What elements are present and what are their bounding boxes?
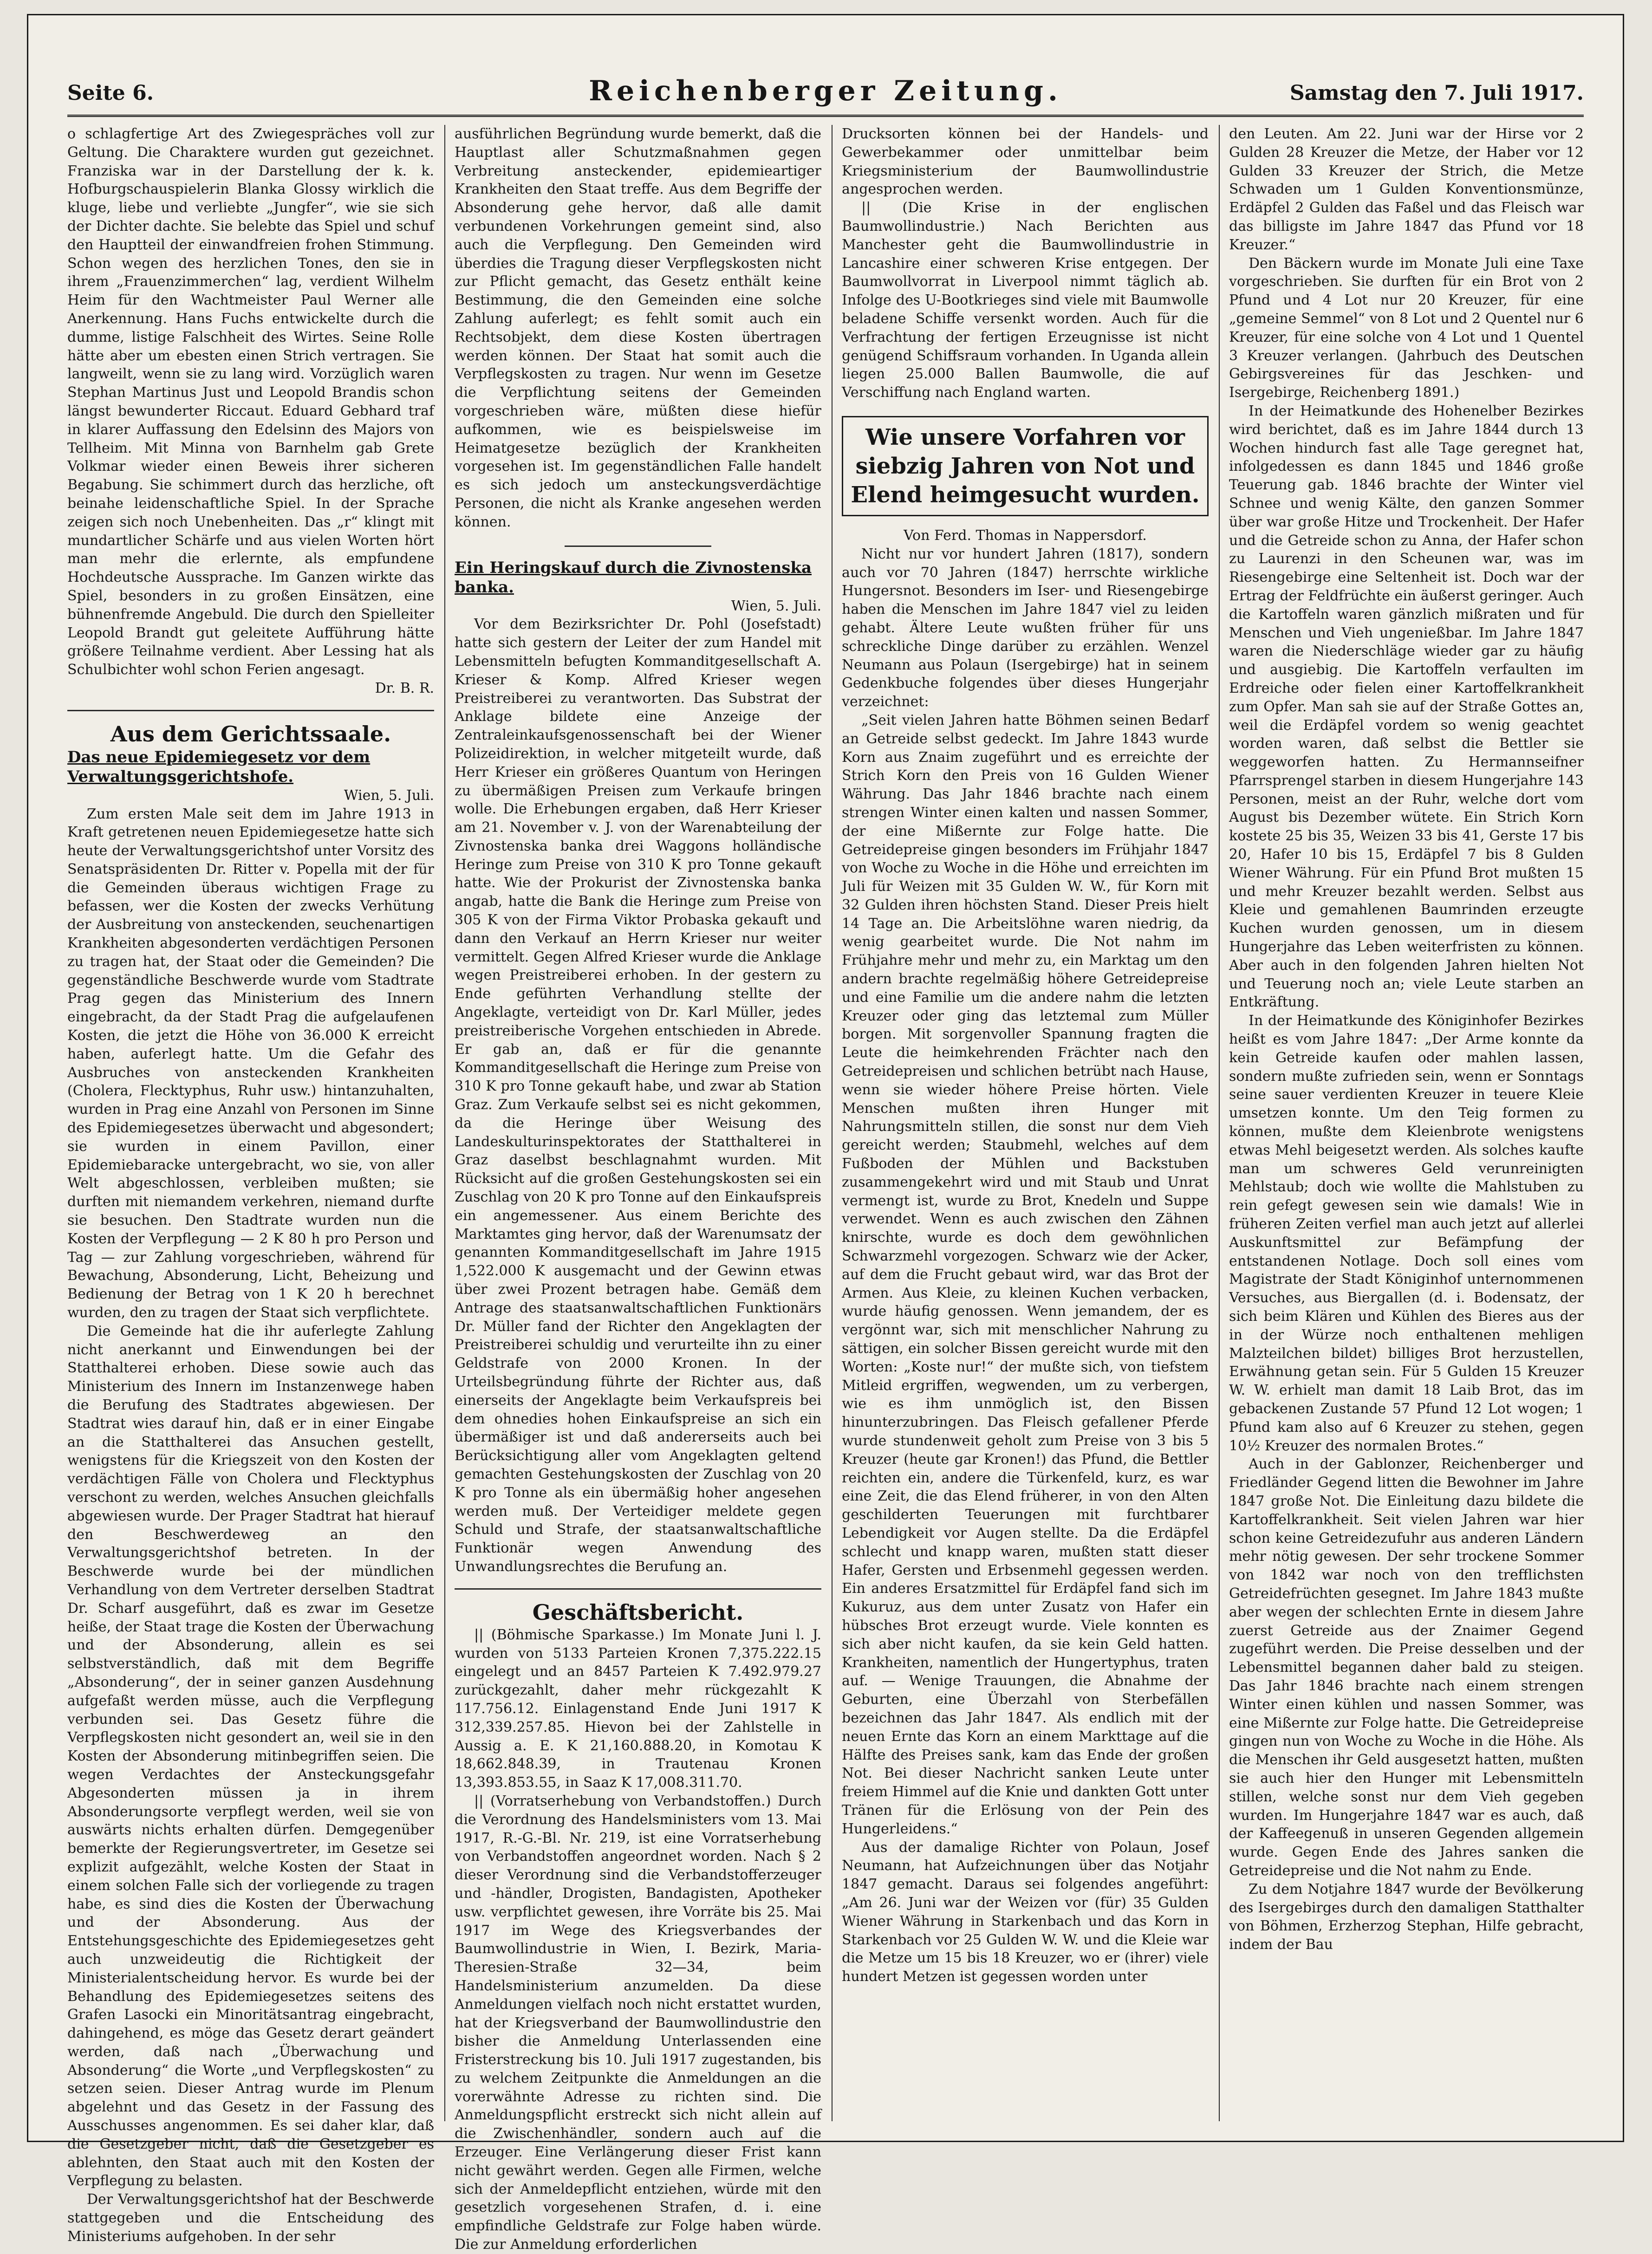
article-paragraph: || (Vorratserhebung von Verbandstoffen.) Durch die Verordnung des Handelsministers vom 13. Mai 1917, R.-G.-Bl. Nr. 219, ist eine Vorratserhebung von Verbandstoffen angeordnet worden. Nach § 2 dieser Verordnung sind die Verbandstofferzeuger und -händler, Drogisten, Bandagisten, Apotheker usw. verpflichtet gewesen, ihre Vorräte bis 25. Mai 1917 im Wege des Kriegsverbandes der Baumwollindustrie in Wien, I. Bezirk, Maria-Theresien-Straße 32—34, beim Handelsministerium anzumelden. Da diese Anmeldungen vielfach noch nicht erstattet wurden, hat der Kriegsverband der Baumwollindustrie den bisher die Anmeldung Unterlassenden eine Fristerstreckung bis 10. Juli 1917 zugestanden, bis zu welchem Zeitpunkte die Anmeldungen an die vorerwähnte Adresse zu richten sind. Die Anmeldungspflicht erstreckt sich nicht allein auf die Zwischenhändler, sondern auch auf die Erzeuger. Eine Verlängerung dieser Frist kann nicht gewährt werden. Gegen alle Firmen, welche sich der Anmeldepflicht entziehen, würde mit den gesetzlich vorgesehenen Strafen, d. i. eine empfindliche Geldstrafe zur Folge haben würde. Die zur Anmeldung erforderlichen (455, 1793, 821, 2253)
newspaper-title: Reichenberger Zeitung. (589, 75, 1062, 107)
article-dateline: Wien, 5. Juli. (731, 598, 821, 614)
column-rule (832, 125, 833, 2121)
article-heading-herring: Ein Heringskauf durch die Zivnostenska banka. (455, 558, 812, 597)
article-paragraph: Drucksorten können bei der Handels- und Gewerbekammer oder unmittelbar beim Kriegsministerium der Baumwollindustrie angesprochen werden. (842, 126, 1209, 198)
column-rule (444, 125, 445, 2121)
feature-author: Von Ferd. Thomas in Nappersdorf. (904, 527, 1147, 544)
article-heading-epidemic-law: Das neue Epidemiegesetz vor dem Verwaltungsgerichtshofe. (67, 747, 371, 786)
issue-date: Samstag den 7. Juli 1917. (1289, 81, 1584, 105)
column-2 (455, 125, 821, 2253)
feature-headline-box (842, 416, 1209, 516)
column-3 (842, 125, 1209, 2121)
article-paragraph: Vor dem Bezirksrichter Dr. Pohl (Josefstadt) hatte sich gestern der Leiter der zum Handel mit Lebensmitteln befugten Kommanditgesellschaft A. Krieser & Komp. Alfred Krieser wegen Preistreiberei zu verantworten. Das Substrat der Anklage bildete eine Anzeige der Zentraleinkaufsgenossenschaft bei der Wiener Polizeidirektion, in welcher mitgeteilt wurde, daß Herr Krieser ein größeres Quantum von Heringen zu übermäßigen Preisen zum Verkaufe bringen wolle. Die Erhebungen ergaben, daß Herr Krieser am 21. November v. J. von der Warenabteilung der Zivnostenska banka drei Waggons holländische Heringe zum Preise von 310 K pro Tonne gekauft hatte. Wie der Prokurist der Zivnostenska banka angab, hatte die Bank die Heringe zum Preise von 305 K von der Firma Viktor Probaska gekauft und dann den Verkauf an Herrn Krieser nur weiter vermittelt. Gegen Alfred Krieser wurde die Anklage wegen Preistreiberei erhoben. In der gestern zu Ende geführten Verhandlung stellte der Angeklagte, verteidigt von Dr. Karl Müller, jedes preistreiberische Vorgehen entschieden in Abrede. Er gab an, daß er für die genannte Kommanditgesellschaft die Heringe zum Preise von 310 K pro Tonne gekauft habe, und zwar ab Station Graz. Zum Verkaufe selbst sei es nicht gekommen, da die Heringe über Weisung des Landeskulturinspektorates der Statthalterei in Graz daselbst beschlagnahmt wurden. Mit Rücksicht auf die großen Gestehungskosten sei ein Zuschlag von 20 K pro Tonne auf den Einkaufspreis ein angemessener. Aus einem Berichte des Marktamtes ging hervor, daß der Warenumsatz der genannten Kommanditgesellschaft im Jahre 1915 1,522.000 K ausgemacht und der Gewinn etwas über zwei Prozent betragen habe. Gemäß dem Antrage des staatsanwaltschaftlichen Funktionärs Dr. Müller fand der Richter den Angeklagten der Preistreiberei schuldig und verurteilte ihn zu einer Geldstrafe von 2000 Kronen. In der Urteilsbegründung führte der Richter aus, daß einerseits der Angeklagte beim Verkaufspreis bei dem ohnedies hohen Einkaufspreise an sich ein übermäßiger ist und daß andererseits auch bei Berücksichtigung aller vom Angeklagten geltend gemachten Gestehungskosten der Zuschlag von 20 K pro Tonne als ein übermäßig hoher angesehen werden muß. Der Verteidiger meldete gegen Schuld und Strafe, der staatsanwaltschaftliche Funktionär wegen Anwendung des Unwandlungsrechtes die Berufung an. (455, 616, 821, 1575)
article-paragraph: „Seit vielen Jahren hatte Böhmen seinen Bedarf an Getreide selbst gedeckt. Im Jahre 1843 wurde Korn aus Znaim zugeführt und es erreichte der Strich Korn den Preis von 16 Gulden Wiener Währung. Das Jahr 1846 brachte nach einem strengen Winter einen kalten und nassen Sommer, der eine Mißernte zur Folge hatte. Die Getreidepreise gingen besonders im Frühjahr 1847 von Woche zu Woche in die Höhe und erreichten im Juli für Weizen mit 35 Gulden W. W., für Korn mit 32 Gulden ihren höchsten Stand. Dieser Preis hielt 14 Tage an. Die Arbeitslöhne waren niedrig, da wenig gearbeitet wurde. Die Not nahm im Frühjahre mehr und mehr zu, ein Marktag um den andern brachte regelmäßig höhere Getreidepreise und eine Familie um die andere nahm die letzten Kreuzer oder ging das letztemal zum Müller borgen. Mit sorgenvoller Spannung fragten die Leute die heimkehrenden Frächter nach den Getreidepreisen und schlichen betrübt nach Hause, wenn sie wieder höhere Preise hörten. Viele Menschen mußten ihren Hunger mit Nahrungsmitteln stillen, die sonst nur dem Vieh gereicht werden; Staubmehl, welches auf dem Fußboden der Mühlen und Backstuben zusammengekehrt wird und mit Staub und Unrat vermengt ist, wurde zu Brot, Knedeln und Suppe verwendet. Wenn es auch zwischen den Zähnen knirschte, wurde es doch dem gewöhnlichen Schwarzmehl vorgezogen. Schwarz wie der Acker, auf dem die Frucht gebaut wird, war das Brot der Armen. Aus Kleie, zu kleinen Kuchen verbacken, wurde häufig genossen. Wenn jemandem, der es vergönnt war, sich mit menschlicher Nahrung zu sättigen, ein solcher Bissen gereicht wurde mit den Worten: „Koste nur!“ der mußte sich, von tiefstem Mitleid ergriffen, wegwenden, um zu verbergen, wie es ihm unmöglich ist, den Bissen hinunterzubringen. Das Fleisch gefallener Pferde wurde stundenweit geholt zum Preise von 3 bis 5 Kreuzer (heute gar Kronen!) das Pfund, die Bettler reichten ein, andere die Türkenfeld, kurz, es war eine Zeit, die das Elend früherer, in von den Alten geschilderten Teuerungen mit furchtbarer Lebendigkeit vor Augen stellte. Da die Erdäpfel schlecht und knapp waren, mußten statt dieser Hafer, Gersten und Erbsenmehl gegessen werden. Ein anderes Ersatzmittel für Erdäpfel fand sich im Kukuruz, aus dem unter Zusatz von Hafer ein hübsches Brot erzeugt wurde. Viele konnten es sich aber nicht kaufen, da sie kein Geld hatten. Krankheiten, namentlich der Hungertyphus, traten auf. — Wenige Trauungen, die Abnahme der Geburten, eine Überzahl von Sterbefällen bezeichnen das Jahr 1847. Als endlich mit der neuen Ernte das Korn an einem Markttage auf die Hälfte des Preises sank, kam das Ende der großen Not. Bei dieser Nachricht sanken Leute unter freiem Himmel auf die Knie und dankten Gott unter Tränen für die Erlösung von der Pein des Hungerleidens.“ (842, 712, 1209, 1837)
article-paragraph: In der Heimatkunde des Hohenelber Bezirkes wird berichtet, daß es im Jahre 1844 durch 13 Wochen hindurch fast alle Tage geregnet hat, infolgedessen es dann 1845 und 1846 große Teuerung gab. 1846 brachte der Winter viel Schnee und wenig Kälte, den ganzen Sommer über war große Hitze und Trockenheit. Der Hafer und die Getreide schon zu Anna, der Hafer schon zu Laurenzi in den Scheunen war, was im Riesengebirge eine Seltenheit ist. Doch war der Ertrag der Feldfrüchte ein äußerst geringer. Auch die Kartoffeln waren gänzlich mißraten und für Menschen und Vieh ungenießbar. Im Jahre 1847 waren die Niederschläge wieder gar zu häufig und ausgiebig. Die Kartoffeln verfaulten im Erdreiche oder fielen einer Kartoffelkrankheit zum Opfer. Man sah sie auf der Straße Gottes an, weil die Erdäpfel vordem so wenig geachtet worden waren, daß selbst die Bettler sie weggeworfen hatten. Zu Hermannseifner Pfarrsprengel starben in diesem Hungerjahre 143 Personen, meist an der Ruhr, welche dort vom August bis Dezember wütete. Ein Strich Korn kostete 25 bis 35, Weizen 33 bis 41, Gerste 17 bis 20, Hafer 10 bis 15, Erdäpfel 7 bis 8 Gulden Wiener Währung. Für ein Pfund Brot mußten 15 und mehr Kreuzer bezahlt werden. Selbst aus Kleie und gemahlenen Baumrinden erzeugte Kuchen wurden genossen, um in diesem Hungerjahre das Leben weiterfristen zu können. Aber auch in den folgenden Jahren hielten Not und Teuerung noch an; viele Leute starben an Entkräftung. (1229, 403, 1584, 1011)
article-paragraph: || (Die Krise in der englischen Baumwollindustrie.) Nach Berichten aus Manchester geht die Baumwollindustrie in Lancashire einer schweren Krise entgegen. Der Baumwollvorrat in Liverpool nimmt täglich ab. Infolge des U-Bootkrieges sind viele mit Baumwolle beladene Schiffe versenkt worden. Auch für die Verfrachtung der fertigen Erzeugnisse ist nicht genügend Schiffsraum vorhanden. In Uganda allein liegen 25.000 Ballen Baumwolle, die auf Verschiffung nach England warten. (842, 200, 1209, 401)
column-rule (1219, 125, 1220, 2121)
article-paragraph: Aus der damalige Richter von Polaun, Josef Neumann, hat Aufzeichnungen über das Notjahr 1847 gemacht. Daraus sei folgendes angeführt: „Am 26. Juni war der Weizen vor (für) 35 Gulden Wiener Währung in Starkenbach und das Korn in Starkenbach vor 25 Gulden W. W. und die Kleie war die Metze um 15 bis 18 Kreuzer, wo er (ihrer) viele hundert Metzen ist gegessen worden unter (842, 1839, 1209, 1985)
article-paragraph: den Leuten. Am 22. Juni war der Hirse vor 2 Gulden 28 Kreuzer die Metze, der Haber vor 12 Gulden 33 Kreuzer der Strich, die Metze Schwaden um 1 Gulden Konventionsmünze, Erdäpfel 2 Gulden das Faßel und das Fleisch war das billigste im Jahre 1847 das Pfund vor 18 Kreuzer.“ (1229, 126, 1584, 253)
article-paragraph: Den Bäckern wurde im Monate Juli eine Taxe vorgeschrieben. Sie durften für ein Brot von 2 Pfund und 4 Lot nur 20 Kreuzer, für eine „gemeine Semmel“ von 8 Lot und 2 Quentel nur 6 Kreuzer, für eine solche von 4 Lot und 1 Quentel 3 Kreuzer verlangen. (Jahrbuch des Deutschen Gebirgsvereines für das Jeschken- und Isergebirge, Reichenberg 1891.) (1229, 255, 1584, 401)
column-4 (1229, 125, 1584, 2121)
article-paragraph: In der Heimatkunde des Königinhofer Bezirkes heißt es vom Jahre 1847: „Der Arme konnte da kein Getreide kaufen oder mahlen lassen, sondern mußte zufrieden sein, wenn er Sonntags seine sauer verdienten Kreuzer in teuere Kleie umsetzen konnte. Um den Teig formen zu können, mußte dem Kleienbrote wenigstens etwas Mehl beigesetzt werden. Als solches kaufte man um schweres Geld verunreinigten Mehlstaub; doch wie wollte die Mahlstuben zu rein gefegt gewesen sein wie damals! Wie in früheren Zeiten verfiel man auch jetzt auf allerlei Auskunftsmittel zur Befämpfung der entstandenen Notlage. Doch soll eines vom Magistrate der Stadt Königinhof unternommenen Versuches, aus Biergallen (d. i. Bodensatz, der sich beim Klären und Kühlen des Bieres aus der in der Würze noch enthaltenen mehligen Malzteilchen bildet) billiges Brot herzustellen, Erwähnung getan sein. Für 5 Gulden 15 Kreuzer W. W. erhielt man damit 18 Laib Brot, das im gebackenen Zustande 57 Pfund 12 Lot wogen; 1 Pfund kam also auf 6 Kreuzer zu stehen, gegen 10½ Kreuzer des normalen Brotes.“ (1229, 1013, 1584, 1454)
review-text: o schlagfertige Art des Zwiegespräches voll zur Geltung. Die Charaktere wurden gut gezeichnet. Franziska war in der Darstellung der k. k. Hofburgschauspielerin Blanka Glossy wirklich die kluge, liebe und verliebte „Jungfer“, wie sie sich der Dichter dachte. Sie belebte das Spiel und schuf den Hauptteil der einwandfreien frohen Stimmung. Schon wegen des herzlichen Tones, den sie in ihrem „Frauenzimmerchen“ lag, verdient Wilhelm Heim für den Wachtmeister Paul Werner alle Anerkennung. Hans Fuchs entwickelte durch die dumme, listige Falschheit des Wirtes. Seine Rolle hätte aber um ebesten einen Strich vertragen. Sie langweilt, wenn sie zu lang wird. Vorzüglich waren Stephan Martinus Just und Leopold Brandis schon längst bewunderter Riccaut. Eduard Gebhard traf in klarer Auffassung den Edelsinn des Majors von Tellheim. Mit Minna von Barnhelm gab Grete Volkmar wieder einen Beweis ihrer sicheren Begabung. Sie schimmert durch das herzliche, oft beinahe leidenschaftliche Spiel. In der Sprache zeigen sich noch Unebenheiten. Das „r“ klingt mit mundartlicher Schärfe und aus vielen Worten hört man mehr die erlernte, als empfundene Hochdeutsche Aussprache. Im Ganzen wirkte das Spiel, besonders in zu großen Einsätzen, eine bühnenfremde Angebuld. Die durch den Spielleiter Leopold Brandt gut geleitete Aufführung hätte größere Teilnahme verdient. Aber Lessing hat als Schulbichter wohl schon Ferien angesagt. (67, 126, 434, 678)
masthead (67, 64, 1584, 117)
article-paragraph: Der Verwaltungsgerichtshof hat der Beschwerde stattgegeben und die Entscheidung des Ministeriums aufgehoben. In der sehr (67, 2191, 434, 2245)
article-dateline: Wien, 5. Juli. (344, 787, 434, 804)
section-divider (67, 710, 434, 711)
article-paragraph: Zu dem Notjahre 1847 wurde der Bevölkerung des Isergebirges durch den damaligen Statthalter von Böhmen, Erzherzog Stephan, Hilfe gebracht, indem der Bau (1229, 1881, 1584, 1953)
page-number: Seite 6. (67, 81, 154, 105)
section-divider (455, 1588, 821, 1590)
section-heading-court: Aus dem Gerichtssaale. (110, 721, 391, 747)
columns (67, 125, 1584, 2253)
column-1 (67, 125, 434, 2245)
article-paragraph: || (Böhmische Sparkasse.) Im Monate Juni l. J. wurden von 5133 Parteien Kronen 7,375.222.15 eingelegt und an 8457 Parteien K 7.492.979.27 zurückgezahlt, daher mehr rückgezahlt K 117.756.12. Einlagenstand Ende Juni 1917 K 312,339.257.85. Hievon bei der Zahlstelle in Aussig a. E. K 21,160.888.20, in Komotau K 18,662.848.39, in Trautenau Kronen 13,393.853.55, in Saaz K 17,008.311.70. (455, 1626, 821, 1791)
article-paragraph: Zum ersten Male seit dem im Jahre 1913 in Kraft getretenen neuen Epidemiegesetze hatte sich heute der Verwaltungsgerichtshof unter Vorsitz des Senatspräsidenten Dr. Ritter v. Popella mit der für die Gemeinden überaus wichtigen Frage zu befassen, wer die Kosten der zwecks Verhütung der Ausbreitung von ansteckenden, seuchenartigen Krankheiten abgesonderten verdächtigen Personen zu tragen hat, der Staat oder die Gemeinden? Die gegenständliche Beschwerde wurde vom Stadtrate Prag gegen das Ministerium des Innern eingebracht, da der Stadt Prag die aufgelaufenen Kosten, die jetzt die Höhe von 36.000 K erreicht haben, auferlegt hatte. Um die Gefahr des Ausbruches von ansteckenden Krankheiten (Cholera, Flecktyphus, Ruhr usw.) hintanzuhalten, wurden in Prag eine Anzahl von Personen im Sinne des Epidemiegesetzes überwacht und abgesondert; sie wurden in einem Pavillon, einer Epidemiebaracke untergebracht, wo sie, von aller Welt abgeschlossen, verbleiben mußten; sie durften mit niemandem verkehren, niemand durfte sie besuchen. Den Stadtrate wurden nun die Kosten der Verpflegung — 2 K 80 h pro Person und Tag — zur Zahlung vorgeschrieben, während für Bewachung, Absonderung, Licht, Beheizung und Bedienung der Betrag von 1 K 20 h berechnet wurden, den zu tragen der Staat sich verpflichtete. (67, 805, 434, 1321)
section-heading-business: Geschäftsbericht. (532, 1599, 744, 1625)
article-paragraph: Auch in der Gablonzer, Reichenberger und Friedländer Gegend litten die Bewohner im Jahre 1847 große Not. Die Einleitung dazu bildete die Kartoffelkrankheit. Seit vielen Jahren war hier schon keine Getreidezufuhr aus anderen Ländern mehr nötig gewesen. Der sehr trockene Sommer von 1842 war noch von den trefflichsten Getreidefrüchten gesegnet. Im Jahre 1843 mußte aber wegen der schlechten Ernte in diesem Jahre zuerst Getreide aus der Znaimer Gegend zugeführt werden. Die Preise desselben und der Lebensmittel begannen daher bald zu steigen. Das Jahr 1846 brachte nach einem strengen Winter einen kühlen und nassen Sommer, was eine Mißernte zur Folge hatte. Die Getreidepreise gingen nun von Woche zu Woche in die Höhe. Als die Menschen ihr Geld ausgesetzt hatten, mußten sie auch hier den Hunger mit Lebensmitteln stillen, welche sonst nur dem Vieh gegeben wurden. Im Hungerjahre 1847 war es auch, daß der Kaffeegenuß in unseren Gegenden allgemein wurde. Gegen Ende des Jahres sanken die Getreidepreise und die Not nahm zu Ende. (1229, 1456, 1584, 1879)
article-paragraph: Nicht nur vor hundert Jahren (1817), sondern auch vor 70 Jahren (1847) herrschte wirkliche Hungersnot. Besonders im Iser- und Riesengebirge haben die Menschen im Jahre 1847 viel zu leiden gehabt. Ältere Leute wußten früher für uns schreckliche Dinge darüber zu erzählen. Wenzel Neumann aus Polaun (Isergebirge) hat in seinem Gedenkbuche folgendes über dieses Hungerjahr verzeichnet: (842, 546, 1209, 710)
article-paragraph: ausführlichen Begründung wurde bemerkt, daß die Hauptlast aller Schutzmaßnahmen gegen Verbreitung ansteckender, epidemieartiger Krankheiten den Staat treffe. Aus dem Begriffe der Absonderung gehe hervor, daß alle damit verbundenen Vorkehrungen gemeint sind, also auch die Verpflegung. Den Gemeinden wird überdies die Tragung dieser Verpflegskosten nicht zur Pflicht gemacht, das Gesetz enthält keine Bestimmung, die den Gemeinden eine solche Zahlung auferlegt; es fehlt somit auch ein Rechtsobjekt, dem diese Kosten übertragen werden können. Der Staat hat somit auch die Verpflegskosten zu tragen. Nur wenn im Gesetze die Verpflichtung seitens der Gemeinden vorgeschrieben wäre, müßten diese hiefür aufkommen, wie es beispielsweise im Heimatgesetze bezüglich der Krankheiten vorgesehen ist. Im gegenständlichen Falle handelt es sich jedoch um ansteckungsverdächtige Personen, die nicht als Kranke angesehen werden können. (455, 126, 821, 530)
feature-headline: Wie unsere Vorfahren vor siebzig Jahren von Not und Elend heimgesucht wurden. (851, 424, 1200, 508)
article-paragraph: Die Gemeinde hat die ihr auferlegte Zahlung nicht anerkannt und Einwendungen bei der Statthalterei erhoben. Diese sowie auch das Ministerium des Innern im Instanzenwege haben die Berufung des Stadtrates abgewiesen. Der Stadtrat wies darauf hin, daß er in einer Eingabe an die Statthalterei das Ansuchen gestellt, wenigstens für die Kriegszeit von den Kosten der verdächtigen Fälle von Cholera und Flecktyphus verschont zu werden, welches Ansuchen gleichfalls abgewiesen wurde. Der Prager Stadtrat hat hierauf den Beschwerdeweg an den Verwaltungsgerichtshof betreten. In der Beschwerde wurde bei der mündlichen Verhandlung von dem Vertreter derselben Stadtrat Dr. Scharf ausgeführt, daß es zwar im Gesetze heiße, der Staat trage die Kosten der Überwachung und der Absonderung, allein es sei selbstverständlich, daß mit dem Begriffe „Absonderung“, der in seiner ganzen Ausdehnung aufgefaßt werden müsse, auch die Verpflegung verbunden sei. Das Gesetz führe die Verpflegskosten nicht gesondert an, weil sie in den Kosten der Absonderung mitinbegriffen seien. Die wegen Verdachtes der Ansteckungsgefahr Abgesonderten müssen ja in ihrem Absonderungsorte verpflegt werden, weil sie von auswärts nichts erhalten dürfen. Demgegenüber bemerkte der Regierungsvertreter, im Gesetze sei explizit aufgezählt, welche Kosten der Staat in einem solchen Falle sich der vorliegende zu tragen habe, es sind dies die Kosten der Überwachung und der Absonderung. Aus der Entstehungsgeschichte des Epidemiegesetzes geht auch unzweideutig die Richtigkeit der Ministerialentscheidung hervor. Es wurde bei der Behandlung des Epidemiegesetzes seitens des Grafen Lasocki ein Minoritätsantrag eingebracht, dahingehend, es möge das Gesetz derart geändert werden, daß nach „Überwachung und Absonderung“ die Worte „und Verpflegskosten“ zu setzen seien. Dieser Antrag wurde im Plenum abgelehnt und das Gesetz in der Fassung des Ausschusses angenommen. Es sei daher klar, daß die Gesetzgeber nicht, daß die Gesetzgeber es ablehnten, den Staat auch mit den Kosten der Verpflegung zu belasten. (67, 1323, 434, 2189)
short-divider (565, 546, 711, 547)
review-signature: Dr. B. R. (375, 680, 434, 696)
newspaper-page (27, 14, 1624, 2253)
